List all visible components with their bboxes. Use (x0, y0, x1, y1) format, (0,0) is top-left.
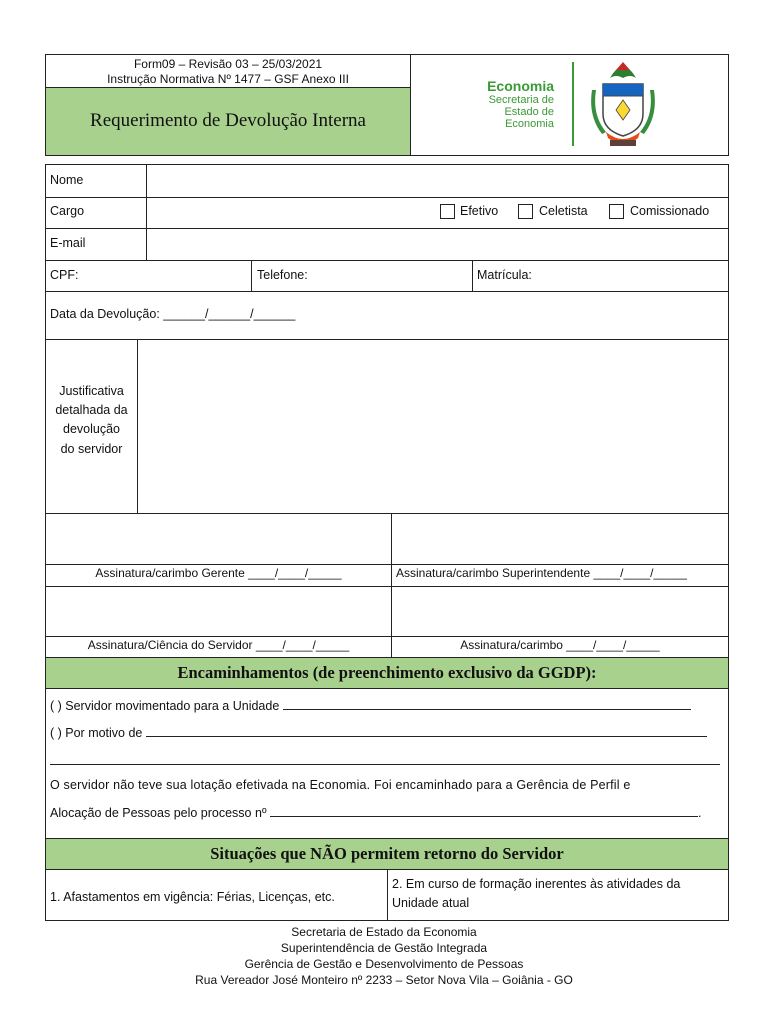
email-field[interactable] (147, 229, 728, 260)
encaminhamento-item-motivo[interactable] (50, 725, 707, 740)
row-divider-cpf (45, 291, 729, 292)
page-title: Requerimento de Devolução Interna (90, 110, 366, 131)
situacoes-title: Situações que NÃO permitem retorno do Servidor (210, 844, 564, 863)
signature-line-1 (45, 564, 729, 565)
situacao-item-2-line1: 2. Em curso de formação inerentes às atividades da (392, 877, 681, 891)
cpf-label: CPF: (50, 268, 79, 282)
cargo-label: Cargo (50, 204, 85, 218)
encaminhamento-paragraph-line1: O servidor não teve sua lotação efetivada na Economia. Foi encaminhado para a Gerência de Perfil e (50, 778, 631, 792)
processo-fill-line[interactable] (270, 805, 698, 817)
signature-gerente-label: Assinatura/carimbo Gerente ____/____/_____ (95, 566, 342, 580)
instruction-normativa: Instrução Normativa Nº 1477 – GSF Anexo III (107, 72, 349, 86)
logo-line3: Economia (505, 118, 554, 130)
processo-label: Alocação de Pessoas pelo processo nº (50, 806, 267, 820)
justificativa-line4: do servidor (60, 442, 123, 456)
row-divider-nome (45, 197, 729, 198)
situacao-item-1: 1. Afastamentos em vigência: Férias, Licenças, etc. (50, 890, 335, 904)
coat-of-arms-icon (588, 60, 658, 150)
footer-line-2: Superintendência de Gestão Integrada (280, 941, 488, 955)
signature-area-carimbo[interactable] (392, 587, 728, 636)
situacao-item-2-line2: Unidade atual (392, 896, 470, 910)
signature-carimbo-label: Assinatura/carimbo ____/____/_____ (460, 638, 660, 652)
encaminhamento-item-unidade[interactable] (50, 698, 691, 713)
signature-servidor-label: Assinatura/Ciência do Servidor ____/____/_____ (87, 638, 350, 652)
unidade-fill-line[interactable] (283, 698, 691, 710)
header-divider (410, 54, 411, 156)
row-divider-email (45, 260, 729, 261)
justificativa-line1: Justificativa (59, 384, 124, 398)
logo-divider (572, 62, 574, 146)
signature-area-gerente[interactable] (46, 514, 391, 564)
encaminhamento-paragraph-line2: Alocação de Pessoas pelo processo nº . (50, 806, 702, 820)
form-code: Form09 – Revisão 03 – 25/03/2021 (133, 57, 323, 71)
label-celetista: Celetista (539, 204, 588, 218)
nome-field[interactable] (147, 165, 728, 197)
signature-line-3 (45, 636, 729, 637)
label-comissionado: Comissionado (630, 204, 710, 218)
justificativa-field[interactable] (138, 340, 728, 512)
motivo-fill-line-2[interactable] (50, 764, 720, 765)
footer-line-1: Secretaria de Estado da Economia (291, 925, 477, 939)
situacoes-col-divider (387, 869, 388, 921)
encaminhamento-item-unidade-label: ( ) Servidor movimentado para a Unidade (50, 699, 280, 713)
checkbox-efetivo[interactable] (440, 204, 455, 219)
justificativa-line2: detalhada da (55, 403, 128, 417)
email-label: E-mail (50, 236, 86, 250)
logo-line2: Estado de (504, 106, 554, 118)
justificativa-line3: devolução (63, 422, 120, 436)
checkbox-celetista[interactable] (518, 204, 533, 219)
checkbox-comissionado[interactable] (609, 204, 624, 219)
signature-area-servidor[interactable] (46, 587, 391, 636)
motivo-fill-line[interactable] (146, 725, 707, 737)
encaminhamentos-divider (45, 688, 729, 689)
matricula-label: Matrícula: (477, 268, 532, 282)
footer-line-3: Gerência de Gestão e Desenvolvimento de Pessoas (244, 957, 524, 971)
encaminhamento-item-motivo-label: ( ) Por motivo de (50, 726, 143, 740)
encaminhamentos-title: Encaminhamentos (de preenchimento exclusivo da GGDP): (177, 663, 597, 682)
nome-label: Nome (50, 173, 84, 187)
signature-superintendente-label: Assinatura/carimbo Superintendente ____/____/_____ (396, 566, 687, 580)
footer-line-4: Rua Vereador José Monteiro nº 2233 – Setor Nova Vila – Goiânia - GO (195, 973, 573, 987)
logo-brand: Economia (487, 78, 554, 94)
telefone-label: Telefone: (257, 268, 308, 282)
signature-area-superintendente[interactable] (392, 514, 728, 564)
cpf-divider (251, 260, 252, 291)
label-efetivo: Efetivo (460, 204, 499, 218)
telefone-divider (472, 260, 473, 291)
data-devolucao-label[interactable]: Data da Devolução: ______/______/______ (50, 307, 296, 321)
logo-line1: Secretaria de (488, 94, 554, 106)
